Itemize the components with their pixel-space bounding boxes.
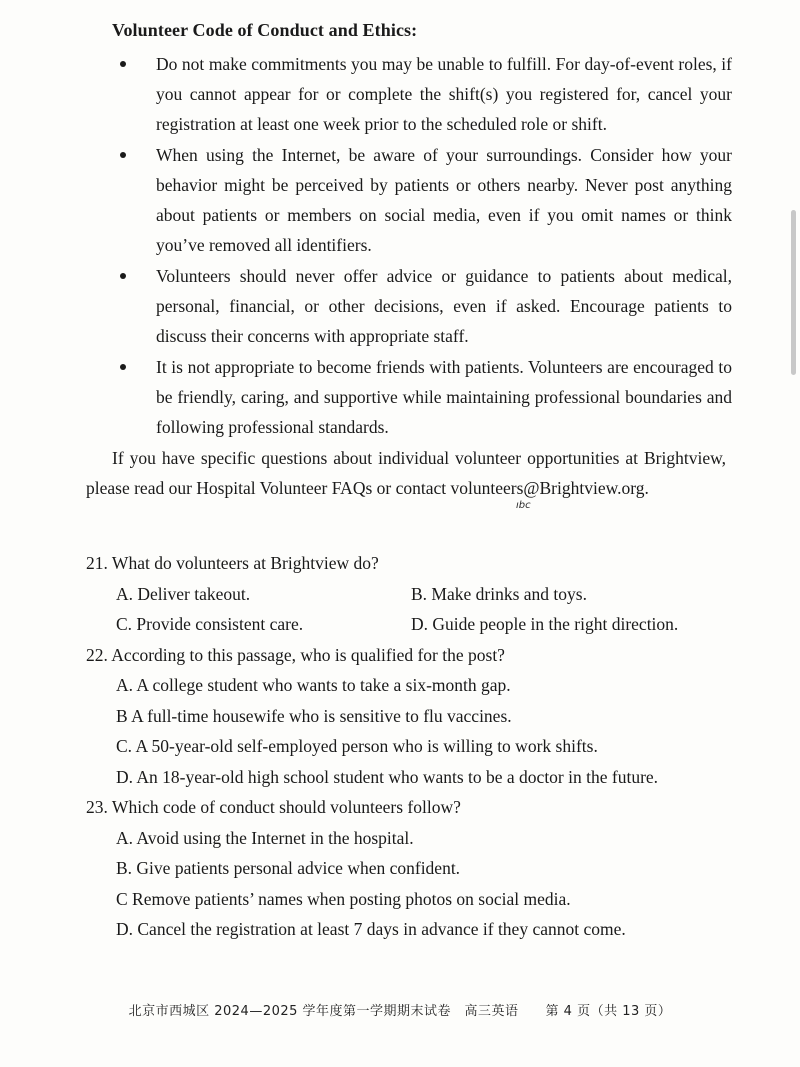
option-b: B. Make drinks and toys. — [411, 583, 587, 604]
conduct-item — [112, 261, 732, 351]
code-of-conduct-list — [112, 49, 732, 443]
question-stem: 22. According to this passage, who is qualified for the post? — [86, 644, 505, 665]
option-c: C. Provide consistent care. — [116, 614, 304, 634]
question-section — [86, 548, 736, 945]
conduct-item — [112, 140, 732, 260]
option-b: B A full-time housewife who is sensitive to flu vaccines. — [116, 705, 512, 726]
option-d: D. Guide people in the right direction. — [411, 614, 679, 634]
code-of-conduct-title: Volunteer Code of Conduct and Ethics: — [112, 20, 418, 40]
question-21 — [86, 548, 736, 640]
question-23 — [86, 792, 736, 945]
option-c: C. A 50-year-old self-employed person who is willing to work shifts. — [116, 736, 598, 756]
bullet-icon — [120, 152, 126, 158]
option-c: C Remove patients’ names when posting photos on social media. — [116, 888, 571, 909]
page-footer: 北京市西城区 2024—2025 学年度第一学期期末试卷 高三英语 第 4 页（共 13 页） — [128, 1004, 672, 1019]
bullet-icon — [120, 364, 126, 370]
conduct-item-text: Volunteers should never offer advice or guidance to patients about medical, personal, financial, or other decisions, even if asked. Encourage patients to discuss their concerns with appropriate staff. — [156, 266, 732, 346]
question-stem: 21. What do volunteers at Brightview do? — [86, 553, 379, 573]
question-22 — [86, 640, 736, 793]
conduct-item-text: Do not make commitments you may be unable to fulfill. For day-of-event roles, if you cannot appear for or complete the shift(s) you registered for, cancel your registration at least one week prior to the scheduled role or shift. — [156, 54, 732, 134]
conduct-item — [112, 352, 732, 442]
option-list — [86, 823, 736, 945]
handwritten-note: ıbc — [516, 500, 531, 511]
bullet-icon — [120, 273, 126, 279]
option-grid — [86, 579, 736, 640]
conduct-item — [112, 49, 732, 139]
option-d: D. Cancel the registration at least 7 days in advance if they cannot come. — [116, 919, 626, 939]
conduct-item-text: When using the Internet, be aware of your surroundings. Consider how your behavior might be perceived by patients or others nearby. Never post anything about patients or members on social media, even if you omit names or think you’ve removed all identifiers. — [156, 145, 732, 255]
option-b: B. Give patients personal advice when confident. — [116, 858, 461, 878]
conduct-item-text: It is not appropriate to become friends with patients. Volunteers are encouraged to be friendly, caring, and supportive while maintaining professional boundaries and following professional standards. — [156, 357, 732, 437]
closing-paragraph: If you have specific questions about individual volunteer opportunities at Brightview, please read our Hospital Volunteer FAQs or contact volunteers@Brightview.org. — [86, 448, 726, 498]
option-list — [86, 670, 736, 792]
bullet-icon — [120, 61, 126, 67]
scrollbar-thumb[interactable] — [791, 210, 796, 375]
question-stem: 23. Which code of conduct should volunteers follow? — [86, 797, 461, 817]
option-a: A. A college student who wants to take a six-month gap. — [116, 675, 511, 695]
option-d: D. An 18-year-old high school student who wants to be a doctor in the future. — [116, 766, 659, 787]
option-a: A. Avoid using the Internet in the hospital. — [116, 827, 414, 848]
option-a: A. Deliver takeout. — [116, 583, 251, 604]
